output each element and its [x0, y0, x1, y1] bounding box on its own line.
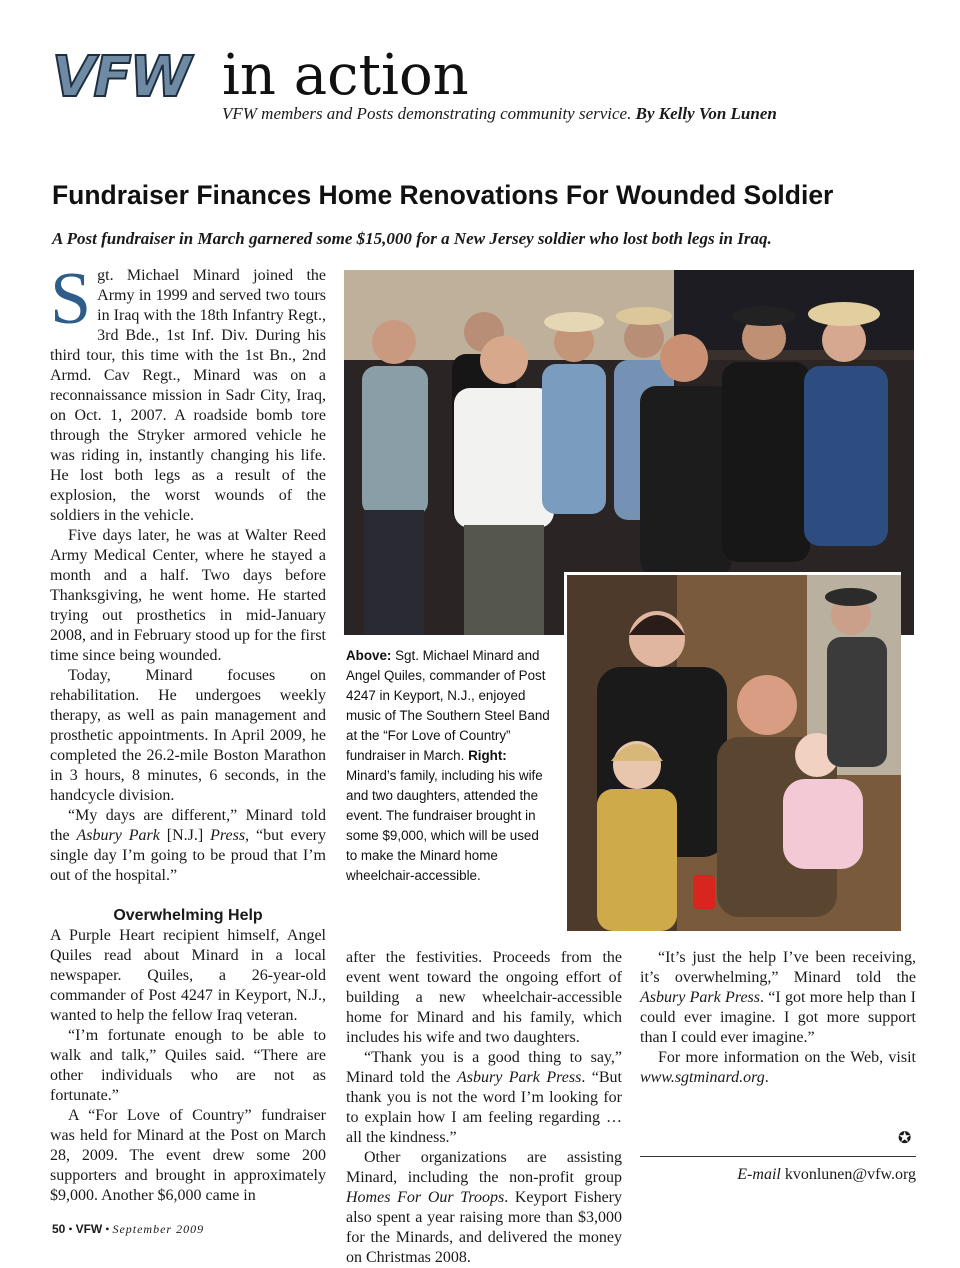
article-deck: A Post fundraiser in March garnered some $15,000 for a New Jersey soldier who lost both legs in Iraq.: [52, 229, 772, 248]
paragraph: Five days later, he was at Walter Reed Army Medical Center, where he stayed a month and a half. Two days before Thanksgiving, he went home. He started trying out prosthetics in mid-January 2008, and in February stood up for the first time since being wounded.: [50, 527, 326, 664]
email-link[interactable]: kvonlunen@vfw.org: [784, 1166, 916, 1183]
author-email: E-mail kvonlunen@vfw.org: [737, 1166, 916, 1183]
paragraph: A Purple Heart recipient himself, Angel Quiles read about Minard in a local newspaper. Quiles, a 26-year-old commander of Post 4247 in Keyport, N.J., wanted to help the fellow Iraq veteran.: [50, 927, 326, 1024]
article-column-1-lower: [50, 906, 326, 1206]
article-headline: Fundraiser Finances Home Renovations For Wounded Soldier: [52, 180, 834, 210]
paragraph: For more information on the Web, visit www.sgtminard.org.: [640, 1049, 916, 1086]
section-title: in action: [222, 43, 469, 108]
byline: By Kelly Von Lunen: [635, 104, 777, 123]
end-mark-icon: ✪: [898, 1128, 912, 1147]
photo-caption: Above: Sgt. Michael Minard and Angel Quiles, commander of Post 4247 in Keyport, N.J., enjoyed music of The Southern Steel Band at the “For Love of Country” fundraiser in March. Right: Minard’s family, including his wife and two daughters, attended the event. The fundraiser brought in some $9,000, which will be used to make the Minard home wheelchair-accessible.: [346, 648, 550, 883]
website-link[interactable]: www.sgtminard.org: [640, 1069, 765, 1086]
family-photo-illustration: [567, 575, 901, 931]
paragraph: Other organizations are assisting Minard, including the non-profit group Homes For Our Troops. Keyport Fishery also spent a year raising more than $3,000 for the Minards, and delivered the money on Christmas 2008.: [346, 1149, 623, 1266]
page-footer: 50 • VFW • September 2009: [52, 1222, 205, 1236]
article-column-3: [640, 948, 916, 1088]
section-tagline: [222, 104, 777, 124]
page-number: 50: [52, 1222, 66, 1236]
paragraph: “Thank you is a good thing to say,” Minard told the Asbury Park Press. “But thank you is not the word I’m looking for to explain how I am feeling regarding … all the kindness.”: [346, 1049, 623, 1146]
family-photo: [564, 572, 901, 931]
subhead: Overwhelming Help: [113, 907, 263, 924]
paragraph: A “For Love of Country” fundraiser was held for Minard at the Post on March 28, 2009. The event drew some 200 supporters and brought in approximately $9,000. Another $6,000 came in: [50, 1107, 326, 1204]
drop-cap: S: [50, 258, 92, 340]
article-column-2: [346, 948, 622, 1268]
divider: [640, 1156, 916, 1157]
issue-date: September 2009: [112, 1222, 205, 1236]
paragraph: “I’m fortunate enough to be able to walk and talk,” Quiles said. “There are other individuals who are not as fortunate.”: [50, 1027, 326, 1104]
article-column-1: [50, 258, 326, 886]
vfw-logo: VFW: [52, 45, 190, 110]
paragraph: Today, Minard focuses on rehabilitation. He undergoes weekly therapy, as well as pain management and prosthetic appointments. In April 2009, he completed the 26.2-mile Boston Marathon in 3 hours, 8 minutes, 6 seconds, in the handcycle division.: [50, 667, 326, 804]
tagline-text: VFW members and Posts demonstrating community service.: [222, 104, 632, 123]
paragraph: “It’s just the help I’ve been receiving, it’s overwhelming,” Minard told the Asbury Park Press. “I got more help than I could ever imagine. I got more support than I could ever imagine.”: [640, 949, 916, 1046]
paragraph: after the festivities. Proceeds from the event went toward the ongoing effort of building a new wheelchair-accessible home for Minard and his family, which includes his wife and two daughters.: [346, 949, 622, 1046]
magazine-name: VFW: [75, 1222, 103, 1236]
paragraph: “My days are different,” Minard told the Asbury Park [N.J.] Press, “but every single day I’m going to be proud that I’m out of the hospital.”: [50, 807, 326, 884]
paragraph: Sgt. Michael Minard joined the Army in 1999 and served two tours in Iraq with the 18th Infantry Regt., 3rd Bde., 1st Inf. Div. During his third tour, this time with the 1st Bn., 2nd Armd. Cav Regt., Minard was on a reconnaissance mission in Sadr City, Iraq, on Oct. 1, 2007. A roadside bomb tore through the Stryker armored vehicle he was riding in, instantly changing his life. He lost both legs as a result of the explosion, the worst wounds of the soldiers in the vehicle.: [50, 258, 326, 524]
